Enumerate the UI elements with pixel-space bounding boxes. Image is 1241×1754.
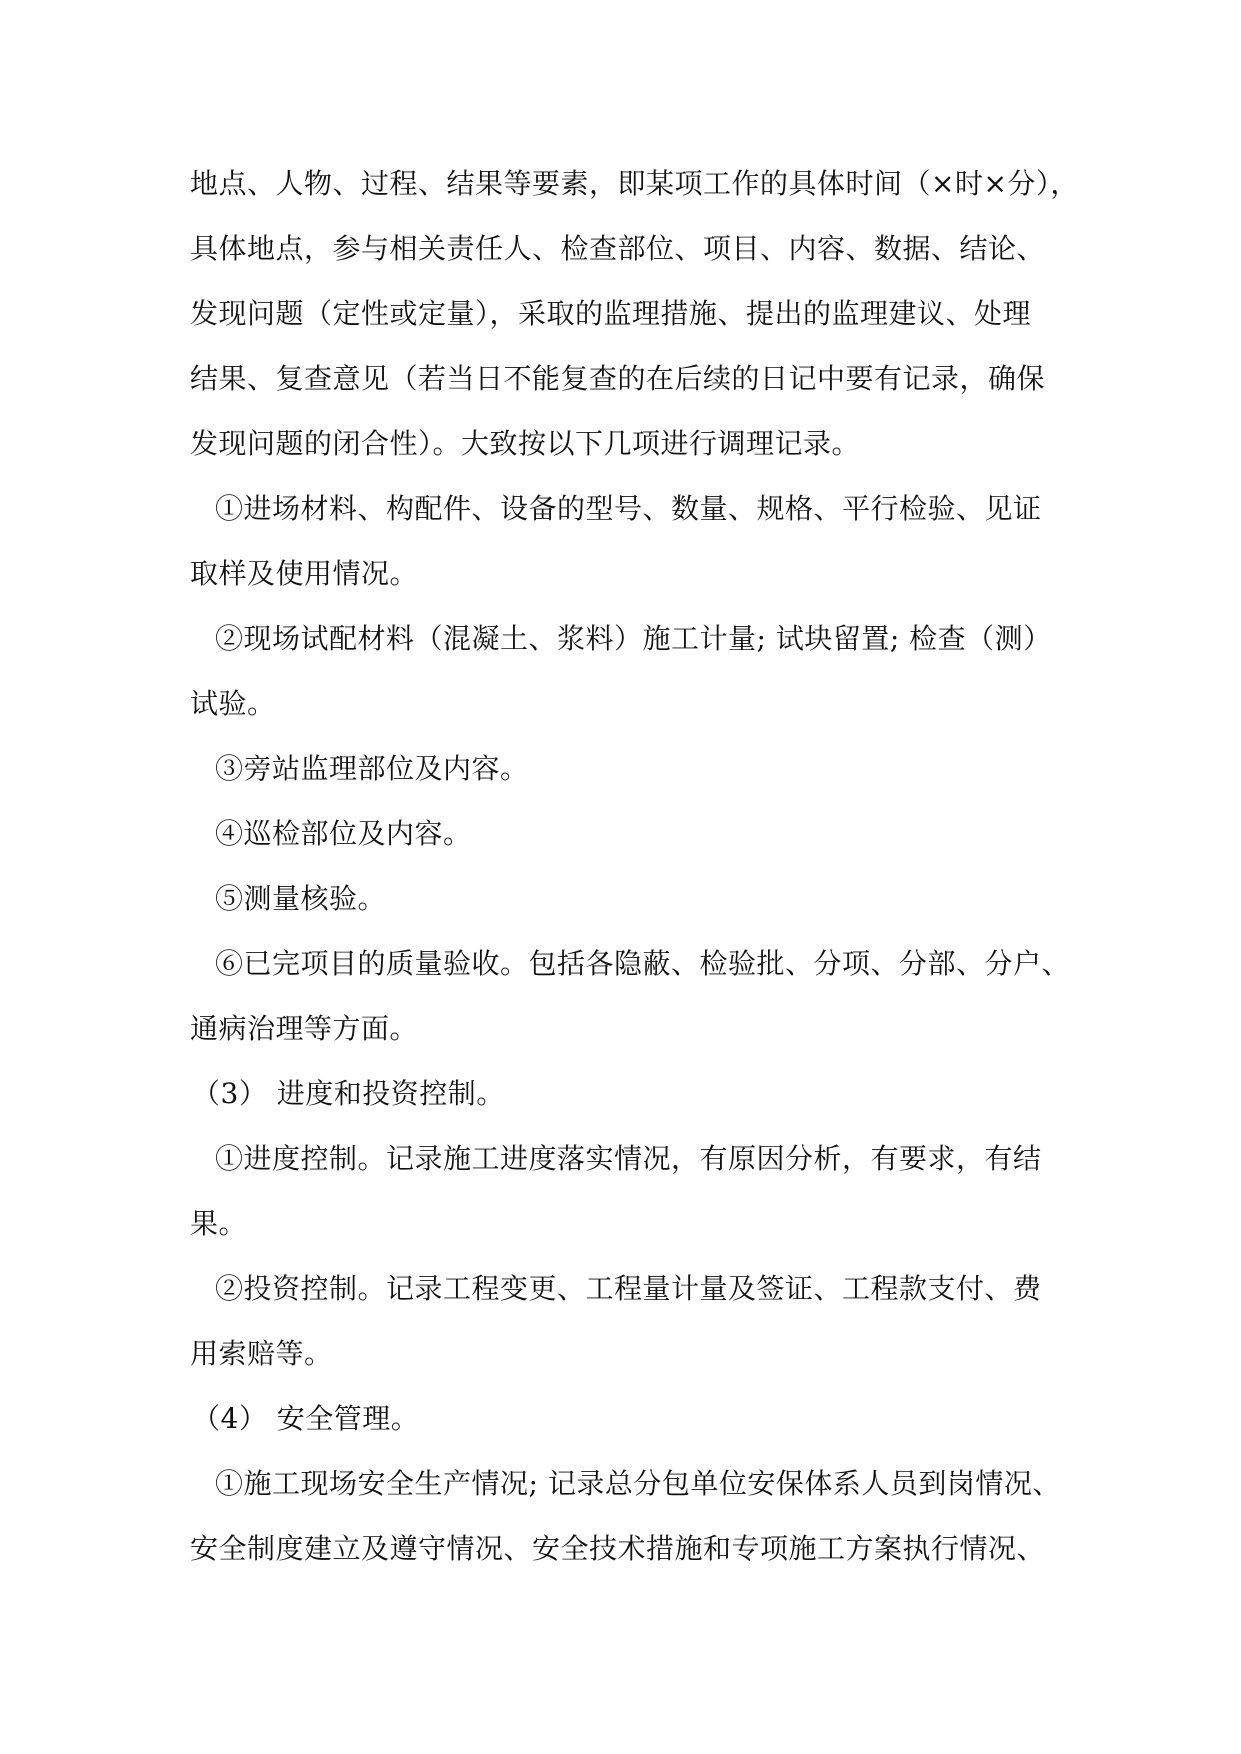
list-item-line: 试验。 (190, 687, 276, 720)
list-item-line: ⑤测量核验。 (215, 882, 387, 915)
list-item-line: ①进场材料、构配件、设备的型号、数量、规格、平行检验、见证 (215, 492, 1042, 525)
list-item-line: ②投资控制。记录工程变更、工程量计量及签证、工程款支付、费 (215, 1272, 1042, 1305)
paragraph-line: 结果、复查意见（若当日不能复查的在后续的日记中要有记录，确保 (190, 362, 1046, 395)
list-item-line: ③旁站监理部位及内容。 (215, 752, 529, 785)
list-item-line: ①施工现场安全生产情况; 记录总分包单位安保体系人员到岗情况、 (215, 1467, 1061, 1500)
paragraph-line: 发现问题的闭合性）。大致按以下几项进行调理记录。 (190, 427, 861, 460)
section-heading: （4） 安全管理。 (192, 1402, 420, 1435)
body-text (190, 160, 1079, 1590)
list-item-line: 果。 (190, 1207, 248, 1240)
list-item-line: 用索赔等。 (190, 1337, 333, 1370)
list-item-line: ②现场试配材料（混凝土、浆料）施工计量; 试块留置; 检查（测） (215, 622, 1052, 655)
list-item-line: 安全制度建立及遵守情况、安全技术措施和专项施工方案执行情况、 (190, 1532, 1046, 1565)
section-heading: （3） 进度和投资控制。 (192, 1077, 505, 1110)
list-item-line: 取样及使用情况。 (190, 557, 419, 590)
list-item-line: 通病治理等方面。 (190, 1012, 419, 1045)
list-item-line: ①进度控制。记录施工进度落实情况，有原因分析，有要求，有结 (215, 1142, 1042, 1175)
paragraph-line: 具体地点，参与相关责任人、检查部位、项目、内容、数据、结论、 (190, 232, 1046, 265)
paragraph-line: 发现问题（定性或定量），采取的监理措施、提出的监理建议、处理 (190, 297, 1032, 330)
list-item-line: ⑥已完项目的质量验收。包括各隐蔽、检验批、分项、分部、分户、 (215, 947, 1071, 980)
paragraph-line: 地点、人物、过程、结果等要素，即某项工作的具体时间（×时×分）， (190, 167, 1079, 200)
list-item-line: ④巡检部位及内容。 (215, 817, 472, 850)
